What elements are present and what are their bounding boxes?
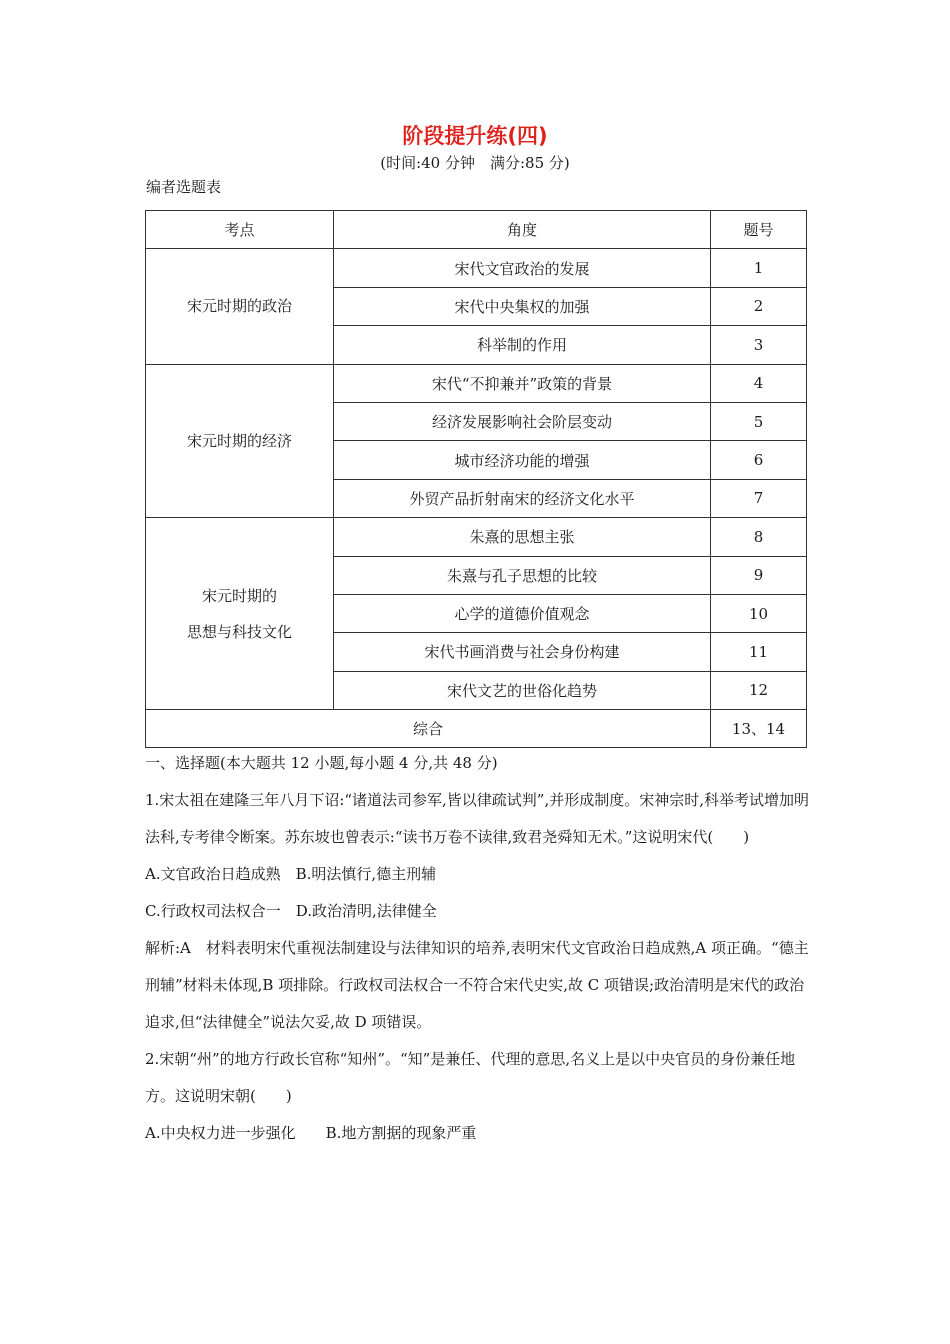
angle-cell: 朱熹与孔子思想的比较	[334, 556, 711, 594]
table-row	[146, 249, 807, 287]
angle-cell: 科举制的作用	[334, 326, 711, 364]
question-number-cell: 5	[711, 402, 807, 440]
summary-label: 综合	[146, 710, 711, 748]
angle-cell: 宋代文官政治的发展	[334, 249, 711, 287]
question-number-cell: 4	[711, 364, 807, 402]
question-section	[145, 745, 810, 1152]
table-header-row	[146, 211, 807, 249]
exam-point-line: 宋元时期的政治	[186, 297, 292, 316]
summary-row	[146, 710, 807, 748]
exam-point-line: 思想与科技文化	[186, 622, 292, 641]
exam-point-cell	[146, 249, 334, 364]
table-caption: 编者选题表	[146, 178, 222, 196]
angle-cell: 心学的道德价值观念	[334, 594, 711, 632]
table-row	[146, 518, 807, 556]
exam-point-cell	[146, 518, 334, 710]
question-number-cell: 1	[711, 249, 807, 287]
angle-cell: 外贸产品折射南宋的经济文化水平	[334, 479, 711, 517]
summary-number: 13、14	[711, 710, 807, 748]
question-number-cell: 7	[711, 479, 807, 517]
question-1-options-cd: C.行政权司法权合一 D.政治清明,法律健全	[145, 902, 437, 920]
question-number-cell: 2	[711, 287, 807, 325]
angle-cell: 宋代中央集权的加强	[334, 287, 711, 325]
exam-point-line: 宋元时期的经济	[186, 431, 292, 450]
angle-cell: 朱熹的思想主张	[334, 518, 711, 556]
angle-cell: 城市经济功能的增强	[334, 441, 711, 479]
section-heading: 一、选择题(本大题共 12 小题,每小题 4 分,共 48 分)	[145, 754, 498, 772]
angle-cell: 宋代“不抑兼并”政策的背景	[334, 364, 711, 402]
table-row	[146, 364, 807, 402]
question-number-cell: 12	[711, 671, 807, 709]
angle-cell: 宋代书画消费与社会身份构建	[334, 633, 711, 671]
question-number-cell: 3	[711, 326, 807, 364]
header-angle: 角度	[334, 211, 711, 249]
angle-cell: 经济发展影响社会阶层变动	[334, 402, 711, 440]
question-1-options-ab: A.文官政治日趋成熟 B.明法慎行,德主刑辅	[145, 865, 437, 883]
question-number-cell: 11	[711, 633, 807, 671]
angle-cell: 宋代文艺的世俗化趋势	[334, 671, 711, 709]
question-2-options-ab: A.中央权力进一步强化 B.地方割据的现象严重	[145, 1124, 477, 1142]
header-point: 考点	[146, 211, 334, 249]
question-number-cell: 6	[711, 441, 807, 479]
question-2-stem: 2.宋朝“州”的地方行政长官称“知州”。“知”是兼任、代理的意思,名义上是以中央官员的身份兼任地方。这说明宋朝( )	[145, 1050, 796, 1105]
exam-point-cell	[146, 364, 334, 518]
question-number-cell: 9	[711, 556, 807, 594]
question-selection-table	[145, 210, 807, 748]
question-number-cell: 10	[711, 594, 807, 632]
question-number-cell: 8	[711, 518, 807, 556]
question-1-stem: 1.宋太祖在建隆三年八月下诏:“诸道法司参军,皆以律疏试判”,并形成制度。宋神宗时,科举考试增加明法科,专考律令断案。苏东坡也曾表示:“读书万卷不读律,致君尧舜知无术。”这说明宋代( )	[145, 791, 810, 846]
question-1-analysis: 解析:A 材料表明宋代重视法制建设与法律知识的培养,表明宋代文官政治日趋成熟,A 项正确。“德主刑辅”材料未体现,B 项排除。行政权司法权合一不符合宋代史实,故 C 项错误;政治清明是宋代的政治追求,但“法律健全”说法欠妥,故 D 项错误。	[145, 939, 809, 1031]
page-title: 阶段提升练(四)	[402, 124, 548, 148]
time-score-info: (时间:40 分钟 满分:85 分)	[380, 154, 570, 172]
header-number: 题号	[711, 211, 807, 249]
exam-point-line: 宋元时期的	[201, 586, 277, 605]
